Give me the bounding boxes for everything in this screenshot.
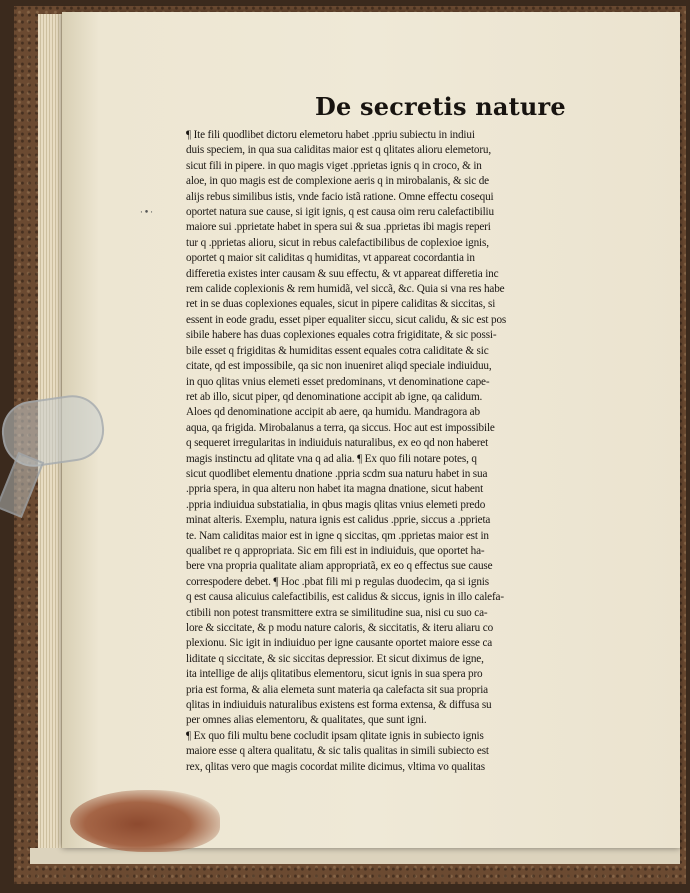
text-line: ¶ Ite fili quodlibet dictoru elemetoru habet .ppriu subiectu in indiui (186, 129, 475, 141)
text-line: rex, qlitas vero que magis cocordat milite dicimus, vltima vo qualitas (186, 760, 485, 773)
text-line: maiore esse q altera qualitatu, & sic talis qualitas in simili subiecto est (186, 745, 489, 758)
text-line: qualibet re q appropriata. Sic em fili est in indiuiduis, que oportet ha- (186, 544, 485, 557)
stain-mark (70, 790, 220, 852)
text-line: oportet q maior sit caliditas q humiditas, vt appareat cocordantia in (186, 252, 475, 265)
margin-mark: ·•· (140, 208, 155, 218)
text-line: .ppria spera, in qua alteru non habet ita magna dnatione, sicut habent (186, 483, 484, 496)
text-line: aloe, in quo magis est de complexione aeris q in mirobalanis, & sic de (186, 175, 489, 188)
page-heading: De secretis nature (315, 92, 566, 121)
text-line: alijs rebus similibus istis, vnde facio istã ratione. Omne effectu cosequi (186, 190, 494, 203)
text-line: magis instinctu ad qlitate vna q ad alia. ¶ Ex quo fili notare potes, q (186, 452, 477, 465)
text-line: oportet natura sue cause, si igit ignis, q est causa oim reru calefactibiliu (186, 206, 494, 219)
text-line: plexionu. Sic igit in indiuiduo per igne causante oportet maiore esse ca (186, 637, 493, 650)
text-line: tur q .pprietas alioru, sicut in rebus calefactibilibus de coplexioe ignis, (186, 236, 489, 249)
text-line: duis speciem, in qua sua caliditas maior est q qlitates alioru elemetoru, (186, 144, 492, 157)
text-line: .ppria indiuidua substatialia, in qbus magis qlitas vnius elemeti predo (186, 498, 486, 511)
text-line: sibile habere has duas coplexiones equales cotra frigiditate, & sic possi- (186, 329, 497, 342)
text-line: minat alteris. Exemplu, natura ignis est calidus .pprie, siccus a .pprieta (186, 514, 491, 527)
text-line: ret ab illo, sicut piper, qd denominatione accipit ab igne, qa calidum. (186, 390, 483, 403)
text-line: lore & siccitate, & p modu nature caloris, & siccitatis, & iteru aliaru co (186, 622, 494, 634)
text-line: correspodere debet. ¶ Hoc .pbat fili mi p regulas duodecim, qa si ignis (186, 575, 489, 588)
text-line: bile esset q frigiditas & humiditas essent equales cotra caliditate & sic (186, 344, 489, 357)
text-line: in quo qlitas vnius elemeti esset predominans, vt denominatione cape- (186, 375, 490, 388)
text-line: maiore sui .pprietate habet in spera sui & sua .pprietas ibi magis reperi (186, 221, 491, 234)
text-line: ctibili non potest transmittere extra se similitudine sua, nisi cu suo ca- (186, 606, 488, 619)
text-line: differetia existes inter causam & suu effectu, & vt appareat differetia inc (186, 267, 499, 280)
text-line: ita intellige de alijs qlitatibus elementoru, sicut ignis in sua spera pro (186, 668, 483, 681)
text-line: bere vna propria qualitate aliam appropriatã, ex eo q effectus sue cause (186, 560, 493, 573)
text-line: qlitas in indiuiduis naturalibus existens est forma extensa, & diffusa su (186, 699, 492, 712)
text-line: q est causa alicuius calefactibilis, est calidus & siccus, ignis in illo calefa- (186, 591, 504, 604)
text-line: q sequeret irregularitas in indiuiduis naturalibus, ex eo qd non haberet (186, 437, 489, 450)
text-line: te. Nam caliditas maior est in igne q siccitas, qm .pprietas maior est in (186, 529, 489, 542)
text-line: rem calide coplexionis & rem humidã, vel siccã, &c. Quia si vna res habe (186, 283, 505, 296)
text-line: sicut fili in pipere. in quo magis viget .pprietas ignis q in croco, & in (186, 159, 482, 172)
text-line: pria est forma, & alia elemeta sunt materia qa calefacta sit sua propria (186, 683, 488, 696)
text-line: essent in eode gradu, esset piper equaliter siccu, sicut calidu, & sic est pos (186, 313, 507, 326)
text-line: liditate q siccitate, & sic siccitas depressior. Et sicut diximus de igne, (186, 652, 484, 665)
text-line: per omnes alias elementoru, & qualitates, que sunt igni. (186, 714, 427, 727)
text-line: ¶ Ex quo fili multu bene cocludit ipsam qlitate ignis in subiecto ignis (186, 729, 484, 742)
text-line: sicut quodlibet elementu dnatione .ppria scdm sua naturu habet in sua (186, 467, 488, 480)
text-block (186, 128, 622, 775)
text-line: citate, qd est impossibile, qa sic non inueniret aliqd speciale indiuiduu, (186, 360, 492, 373)
text-line: aqua, qa frigida. Mirobalanus a terra, qa siccus. Hoc aut est impossibile (186, 421, 495, 434)
text-line: Aloes qd denominatione accipit ab aere, qa humidu. Mandragora ab (186, 406, 480, 419)
text-line: ret in se duas coplexiones equales, sicut in pipere caliditas & siccitas, si (186, 298, 496, 311)
